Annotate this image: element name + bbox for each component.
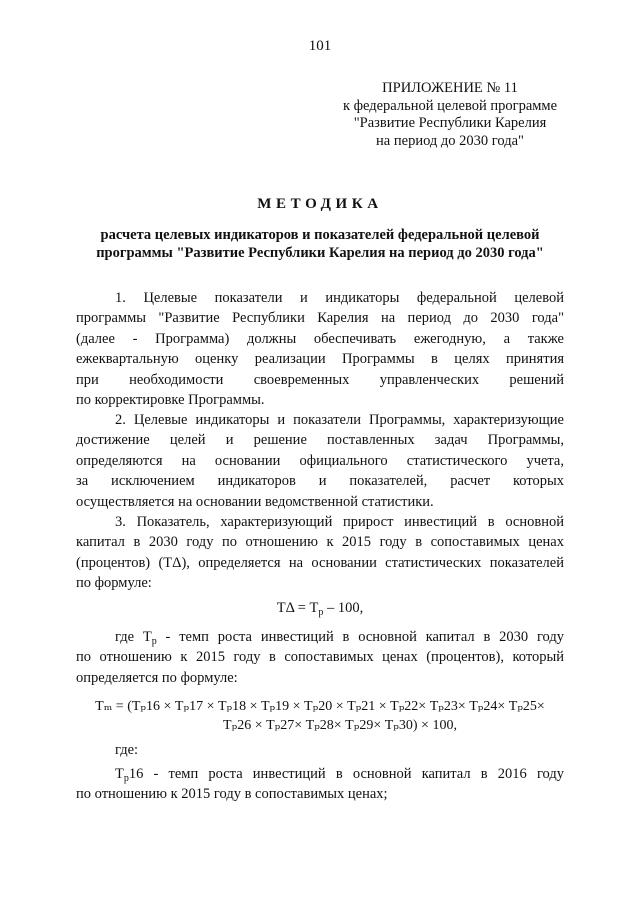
text-line: определяется по формуле: bbox=[76, 669, 238, 686]
text-line: при необходимости своевременных управленческих решений bbox=[76, 371, 564, 388]
text-line: капитал в 2030 году по отношению к 2015 году в сопоставимых ценах bbox=[76, 534, 564, 551]
text-subscript: р bbox=[123, 773, 129, 784]
text-line: осуществляется на основании ведомственной статистики. bbox=[76, 493, 434, 510]
text-subscript: р bbox=[151, 636, 157, 647]
where-label-block bbox=[76, 740, 564, 760]
text-fragment: 16 - темп роста инвестиций в основной капитал в 2016 году bbox=[128, 766, 564, 782]
text-fragment: - темп роста инвестиций в основной капитал в 2030 году bbox=[156, 629, 564, 645]
formula-left: ТΔ = Т bbox=[276, 600, 319, 616]
text-line bbox=[76, 764, 564, 784]
paragraph-2 bbox=[76, 410, 564, 512]
paragraph-1 bbox=[76, 288, 564, 410]
text-line: ежеквартальную оценку реализации Программы в целях принятия bbox=[76, 351, 564, 368]
document-title: МЕТОДИКА bbox=[257, 196, 383, 212]
subtitle-line-1: расчета целевых индикаторов и показателей федеральной целевой bbox=[100, 227, 540, 243]
appendix-line-1: ПРИЛОЖЕНИЕ № 11 bbox=[382, 80, 518, 96]
text-fragment: где Т bbox=[115, 629, 152, 645]
text-line: по формуле: bbox=[76, 575, 152, 592]
text-line: программы "Развитие Республики Карелия на период до 2030 года" bbox=[76, 310, 564, 327]
formula-line-1: Тₘ = (Тₚ16 × Тₚ17 × Тₚ18 × Тₚ19 × Тₚ20 × Тₚ21 × Тₚ22× Тₚ23× Тₚ24× Тₚ25× bbox=[95, 699, 545, 714]
document-subtitle bbox=[60, 226, 580, 262]
text-line: 1. Целевые показатели и индикаторы федеральной целевой bbox=[115, 290, 564, 306]
formula-right: – 100, bbox=[323, 600, 364, 616]
text-line: по отношению к 2015 году в сопоставимых ценах; bbox=[76, 786, 388, 803]
paragraph-4 bbox=[76, 627, 564, 688]
appendix-header bbox=[320, 80, 580, 150]
text-line: (далее - Программа) должны обеспечивать ежегодную, а также bbox=[76, 330, 564, 347]
appendix-line-4: на период до 2030 года" bbox=[376, 132, 524, 149]
paragraph-3 bbox=[76, 512, 564, 594]
formula-line-2: Тₚ26 × Тₚ27× Тₚ28× Тₚ29× Тₚ30) × 100, bbox=[223, 718, 457, 733]
text-line: определяются на основании официального статистического учета, bbox=[76, 452, 564, 469]
subtitle-line-2: программы "Развитие Республики Карелия на период до 2030 года" bbox=[96, 245, 544, 261]
text-line: 2. Целевые индикаторы и показатели Программы, характеризующие bbox=[115, 412, 564, 428]
text-line: достижение целей и решение поставленных задач Программы, bbox=[76, 432, 564, 449]
page-number: 101 bbox=[308, 38, 332, 54]
formula-line bbox=[0, 599, 640, 618]
appendix-line-2: к федеральной целевой программе bbox=[342, 97, 558, 114]
text-line: за исключением индикаторов и показателей, расчет которых bbox=[76, 473, 564, 490]
appendix-line-3: "Развитие Республики Карелия bbox=[353, 115, 547, 131]
text-line: 3. Показатель, характеризующий прирост инвестиций в основной bbox=[115, 514, 564, 530]
text-line: по отношению к 2015 году в сопоставимых ценах (процентов), который bbox=[76, 649, 564, 666]
text-fragment: Т bbox=[115, 766, 124, 782]
formula-growth bbox=[0, 599, 640, 618]
formula-product bbox=[0, 697, 640, 735]
text-line: по корректировке Программы. bbox=[76, 391, 265, 408]
text-line bbox=[76, 627, 564, 647]
text-line: (процентов) (ТΔ), определяется на основании статистических показателей bbox=[76, 554, 564, 571]
formula-subscript: р bbox=[318, 607, 324, 618]
paragraph-5 bbox=[76, 764, 564, 805]
where-label: где: bbox=[115, 742, 139, 758]
